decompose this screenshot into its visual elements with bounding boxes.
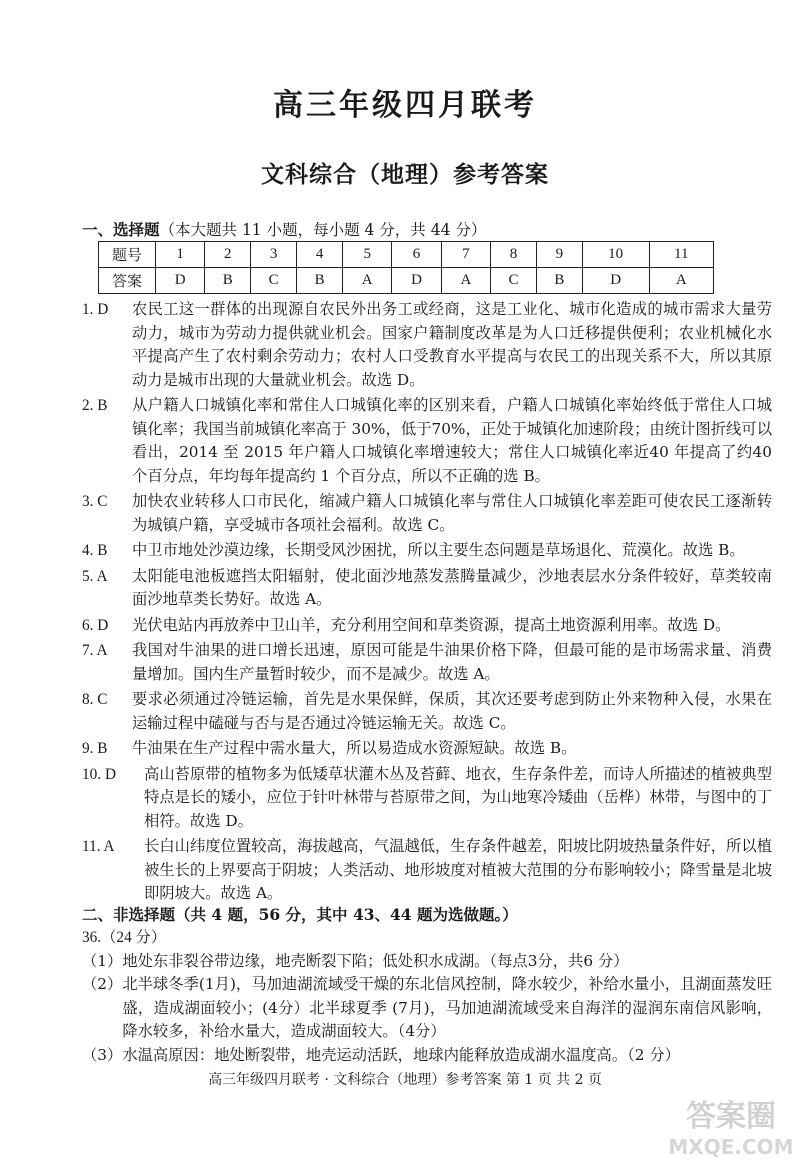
sub-text: 地处东非裂谷带边缘，地壳断裂下陷；低处积水成湖。（每点3分，共6 分） — [122, 951, 629, 970]
answer-cell: B — [297, 268, 343, 294]
answer-row — [99, 268, 714, 294]
item-text: 农民工这一群体的出现源自农民外出务工或经商，这是工业化、城市化造成的城市需求大量劳动力，城市为劳动力提供就业机会。国家户籍制度改革是为人口迁移提供便利；农业机械化水平提高产生了农村剩余劳动力；农村人口受教育水平提高与农民工的出现关系不大，所以其原动力是城市出现的大量就业机会。故选 D。 — [132, 300, 772, 389]
row-label-number: 题号 — [99, 242, 156, 268]
item-number: 5. A — [82, 567, 108, 585]
item-number: 9. B — [82, 740, 108, 757]
sub-number: （2） — [82, 975, 123, 993]
list-item — [82, 490, 772, 537]
item-number: 11. A — [82, 838, 115, 855]
list-item — [82, 614, 772, 638]
sub-answer — [82, 973, 772, 1044]
list-item — [82, 688, 772, 735]
list-item — [82, 539, 772, 563]
item-number: 3. C — [82, 493, 108, 510]
item-number: 4. B — [82, 542, 108, 559]
question-number: 3 — [251, 242, 297, 268]
item-text: 从户籍人口城镇化率和常住人口城镇化率的区别来看，户籍人口城镇化率始终低于常住人口城镇化率；我国当前城镇化率高于 30%，低于70%，正处于城镇化加速阶段；由统计图折线可以看出，2014 至 2015 年户籍人口城镇化率增速较大；常住人口城镇化率近40 年提高了约40 个百分点，年均每年提高约 1 个百分点，所以不正确的选 B。 — [132, 396, 772, 485]
answer-cell: A — [441, 268, 490, 294]
item-number: 6. D — [82, 616, 109, 634]
watermark-url: MXQE.COM — [668, 1135, 794, 1159]
answer-cell: D — [156, 268, 205, 294]
sub-answer — [82, 950, 772, 974]
answer-cell: B — [536, 268, 582, 294]
section-heading-choice — [82, 218, 486, 240]
answer-cell: C — [491, 268, 537, 294]
question-head: 36.（24 分） — [82, 929, 167, 946]
list-item — [82, 763, 772, 834]
item-number: 2. B — [82, 397, 108, 414]
item-number: 10. D — [82, 765, 116, 783]
question-number: 1 — [156, 242, 205, 268]
question-number: 2 — [205, 242, 251, 268]
question-number: 4 — [297, 242, 343, 268]
answer-cell: D — [582, 268, 649, 294]
page-subtitle: 文科综合（地理）参考答案 — [261, 161, 549, 188]
item-text: 要求必须通过冷链运输，首先是水果保鲜，保质，其次还要考虑到防止外来物种入侵，水果在运输过程中磕碰与否与是否通过冷链运输无关。故选 C。 — [132, 690, 772, 732]
item-text: 加快农业转移人口市民化，缩减户籍人口城镇化率与常住人口城镇化率差距可使农民工逐渐转为城镇户籍，享受城市各项社会福利。故选 C。 — [132, 492, 772, 534]
item-number: 7. A — [82, 642, 108, 659]
item-text: 我国对牛油果的进口增长迅速，原因可能是牛油果价格下降，但最可能的是市场需求量、消费量增加。国内生产量暂时较少，而不是减少。故选 A。 — [132, 641, 772, 683]
answer-cell: B — [205, 268, 251, 294]
answer-cell: A — [649, 268, 714, 294]
question-number-row — [99, 242, 714, 268]
sub-answer — [82, 1044, 772, 1068]
list-item — [82, 737, 772, 761]
sub-text: 水温高原因：地处断裂带，地壳运动活跃，地球内能释放造成湖水温度高。（2 分） — [122, 1045, 680, 1064]
item-text: 高山苔原带的植物多为低矮草状灌木丛及苔藓、地衣，生存条件差，而诗人所描述的植被典型特点是长的矮小，应位于针叶林带与苔原带之间，为山地寒冷矮曲（岳桦）林带，与图中的丁相符。故选 D。 — [144, 764, 772, 830]
question-number: 11 — [649, 242, 714, 268]
item-text: 中卫市地处沙漠边缘，长期受风沙困扰，所以主要生态问题是草场退化、荒漠化。故选 B。 — [132, 541, 745, 559]
explanation-list — [82, 298, 772, 908]
item-number: 8. C — [82, 691, 108, 708]
question-number: 7 — [441, 242, 490, 268]
list-item — [82, 298, 772, 392]
question-number: 5 — [343, 242, 392, 268]
question-36 — [82, 926, 772, 1067]
item-text: 牛油果在生产过程中需水量大，所以易造成水资源短缺。故选 B。 — [132, 739, 577, 757]
list-item — [82, 565, 772, 612]
question-number: 10 — [582, 242, 649, 268]
list-item — [82, 394, 772, 488]
answer-table — [98, 241, 714, 294]
question-number: 8 — [491, 242, 537, 268]
item-number: 1. D — [82, 301, 109, 318]
sub-text: 北半球冬季(1月)，马加迪湖流域受干燥的东北信风控制，降水较少，补给水量小，且湖面蒸发旺盛，造成湖面较小；(4分）北半球夏季 (7月)，马加迪湖流域受来自海洋的湿润东南信风影响，降水较多，补给水量大，造成湖面较大。（4分） — [122, 975, 772, 1040]
question-number: 6 — [392, 242, 441, 268]
section-heading-essay: 二、非选择题（共 4 题，56 分，其中 43、44 题为选做题。） — [82, 905, 518, 924]
answer-cell: A — [343, 268, 392, 294]
section-title: 一、选择题 — [82, 220, 160, 239]
watermark-text: 答案圈 — [686, 1099, 776, 1134]
list-item — [82, 639, 772, 686]
answer-cell: C — [251, 268, 297, 294]
answer-cell: D — [392, 268, 441, 294]
watermark-logo-icon — [666, 1092, 796, 1162]
sub-number: （1） — [82, 951, 123, 970]
item-text: 太阳能电池板遮挡太阳辐射，使北面沙地蒸发蒸腾量减少，沙地表层水分条件较好，草类较南面沙地草类长势好。故选 A。 — [132, 566, 772, 608]
sub-number: （3） — [82, 1045, 123, 1064]
item-text: 光伏电站内再放养中卫山羊，充分利用空间和草类资源，提高土地资源利用率。故选 D。 — [132, 615, 731, 634]
row-label-answer: 答案 — [99, 268, 156, 294]
section-note: （本大题共 11 小题，每小题 4 分，共 44 分） — [159, 221, 487, 239]
item-text: 长白山纬度位置较高，海拔越高，气温越低，生存条件越差，阳坡比阴坡热量条件好，所以植被生长的上界要高于阴坡；人类活动、地形坡度对植被大范围的分布影响较小；降雪量是北坡即阴坡大。故选 A。 — [144, 837, 772, 902]
question-number: 9 — [536, 242, 582, 268]
page-title: 高三年级四月联考 — [273, 88, 537, 123]
list-item — [82, 835, 772, 906]
page-footer: 高三年级四月联考 · 文科综合（地理）参考答案 第 1 页 共 2 页 — [208, 1072, 602, 1088]
